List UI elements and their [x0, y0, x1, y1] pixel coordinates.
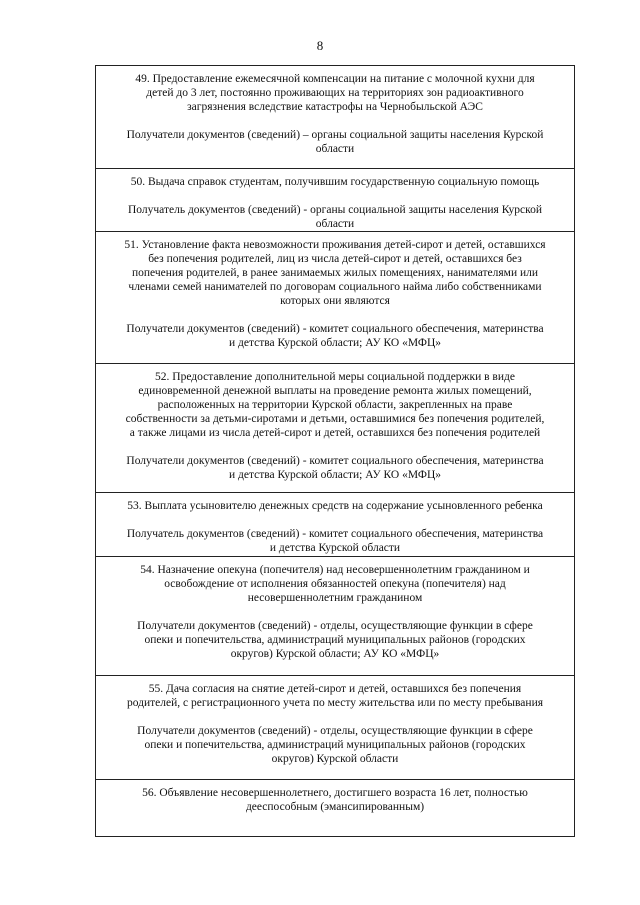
text-line: округов) Курской области; АУ КО «МФЦ» [230, 648, 440, 660]
service-title [96, 370, 574, 440]
text-line: расположенных на территории Курской области, закрепленных на праве [157, 399, 513, 411]
table-row [96, 66, 574, 169]
text-line: 53. Выплата усыновителю денежных средств на содержание усыновленного ребенка [127, 500, 543, 512]
text-line: и детства Курской области; АУ КО «МФЦ» [228, 469, 442, 481]
text-line: а также лицами из числа детей-сирот и детей, оставшихся без попечения родителей [129, 427, 541, 439]
table-row [96, 232, 574, 364]
service-title [96, 563, 574, 605]
text-line: родителей, с регистрационного учета по месту жительства или по месту пребывания [126, 697, 544, 709]
table-row [96, 676, 574, 780]
text-line: 50. Выдача справок студентам, получившим государственную социальную помощь [130, 176, 540, 188]
services-table [95, 65, 575, 837]
recipients-text [96, 322, 574, 350]
text-line: опеки и попечительства, администраций муниципальных районов (городских [144, 634, 526, 646]
text-line: Получатель документов (сведений) - органы социальной защиты населения Курской [127, 204, 543, 216]
text-line: загрязнения вследствие катастрофы на Чернобыльской АЭС [187, 101, 483, 113]
recipients-text [96, 527, 574, 555]
service-title [96, 238, 574, 308]
text-line: 54. Назначение опекуна (попечителя) над несовершеннолетним гражданином и [140, 564, 530, 576]
text-line: области [315, 143, 355, 155]
service-title [96, 682, 574, 710]
text-line: попечения родителей, в ранее занимаемых жилых помещениях, нанимателями или [131, 267, 539, 279]
table-row [96, 493, 574, 557]
text-line: и детства Курской области [269, 542, 401, 554]
text-line: области [315, 218, 355, 230]
text-line: дееспособным (эмансипированным) [245, 801, 425, 813]
recipients-text [96, 724, 574, 766]
text-line: опеки и попечительства, администраций муниципальных районов (городских [144, 739, 526, 751]
table-row [96, 557, 574, 676]
text-line: 55. Дача согласия на снятие детей-сирот и детей, оставшихся без попечения [148, 683, 522, 695]
text-line: без попечения родителей, лиц из числа детей-сирот и детей, оставшихся без [148, 253, 522, 265]
text-line: 51. Установление факта невозможности проживания детей-сирот и детей, оставшихся [124, 239, 546, 251]
service-title [96, 499, 574, 513]
text-line: Получатель документов (сведений) - комитет социального обеспечения, материнства [126, 528, 544, 540]
service-title [96, 175, 574, 189]
text-line: 52. Предоставление дополнительной меры социальной поддержки в виде [155, 371, 515, 383]
text-line: детей до 3 лет, постоянно проживающих на территориях зон радиоактивного [146, 87, 524, 99]
table-row [96, 169, 574, 232]
recipients-text [96, 203, 574, 231]
recipients-text [96, 454, 574, 482]
text-line: Получатели документов (сведений) - отделы, осуществляющие функции в сфере [137, 620, 533, 632]
text-line: 56. Объявление несовершеннолетнего, достигшего возраста 16 лет, полностью [142, 787, 528, 799]
service-title [96, 72, 574, 114]
text-line: членами семей нанимателей по договорам социального найма либо собственниками [128, 281, 542, 293]
text-line: 49. Предоставление ежемесячной компенсации на питание с молочной кухни для [135, 73, 535, 85]
text-line: освобождение от исполнения обязанностей опекуна (попечителя) над [164, 578, 506, 590]
text-line: собственности за детьми-сиротами и детьми, оставшимися без попечения родителей, [125, 413, 545, 425]
text-line: Получатели документов (сведений) - комитет социального обеспечения, материнства [126, 323, 544, 335]
page-number: 8 [316, 38, 324, 53]
service-title [96, 786, 574, 814]
text-line: округов) Курской области [271, 753, 399, 765]
recipients-text [96, 619, 574, 661]
text-line: которых они являются [280, 295, 390, 307]
text-line: Получатели документов (сведений) - отделы, осуществляющие функции в сфере [137, 725, 533, 737]
text-line: Получатели документов (сведений) – органы социальной защиты населения Курской [126, 129, 544, 141]
text-line: несовершеннолетним гражданином [247, 592, 423, 604]
table-row [96, 780, 574, 837]
text-line: и детства Курской области; АУ КО «МФЦ» [228, 337, 442, 349]
table-row [96, 364, 574, 493]
text-line: единовременной денежной выплаты на проведение ремонта жилых помещений, [138, 385, 532, 397]
text-line: Получатели документов (сведений) - комитет социального обеспечения, материнства [126, 455, 544, 467]
recipients-text [96, 128, 574, 156]
